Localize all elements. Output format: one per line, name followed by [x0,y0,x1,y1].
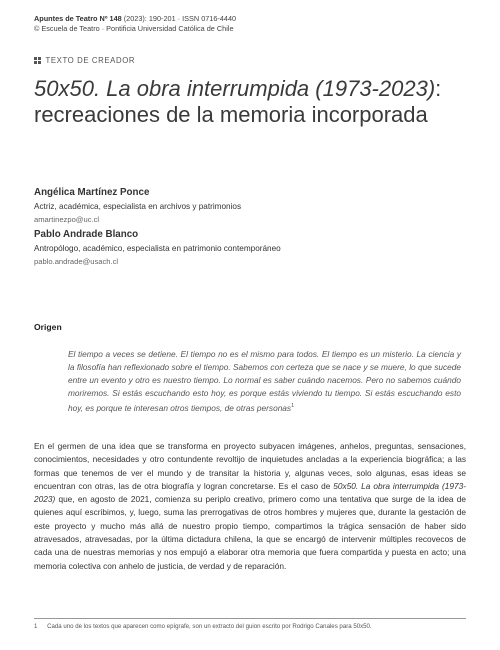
body-paragraph [34,440,466,573]
author-name: Pablo Andrade Blanco [34,229,139,240]
journal-header [34,14,236,33]
dots-grid-icon [34,57,41,64]
author-role: Antropólogo, académico, especialista en patrimonio contemporáneo [34,244,281,253]
author-email[interactable]: amartinezpo@uc.cl [34,215,100,224]
section-label: TEXTO DE CREADOR [45,56,136,65]
author-block [34,229,281,267]
title-rest: : recreaciones de la memoria incorporada [34,76,442,127]
section-tag [34,56,135,65]
body-text-italic: 50x50. La obra interrumpida (1973-2023) [34,480,466,505]
footnote-divider [34,618,466,619]
footnote [34,623,372,630]
section-heading: Origen [34,322,62,332]
epigraph-text: El tiempo a veces se detiene. El tiempo no es el mismo para todos. El tiempo es un misterio. La ciencia y la filosofía han reflexionado sobre el tiempo. Sabemos con certeza que se nace y se muere, lo que sucede entre un evento y otro es nuestro tiempo. Lo normal es saber cuándo nacemos. Pero no sabemos cuándo moriremos. Si estás escuchando esto hoy, es porque estás viviendo tu tiempo. Si estás escuchando esto hoy, es porque te interesan otros tiempos, de otras personas [68,349,461,414]
epigraph [68,348,461,415]
author-name: Angélica Martínez Ponce [34,187,150,198]
journal-copyright: © Escuela de Teatro · Pontificia Universidad Católica de Chile [34,23,234,33]
journal-name: Apuntes de Teatro Nº 148 [34,14,122,23]
body-text-part2: que, en agosto de 2021, comienza su periplo creativo, primero como una tentativa que surge de la idea de quienes aquí escribimos, y, luego, suma las prerrogativas de otros hombres y mujeres que, durante la gestación de este proyecto y mucho más allá de nuestro propio tiempo, compartimos la trágica sensación de haber sido atravesados, atravesadas, por la última dictadura chilena, la que se encargó de intervenir múltiples recovecos de cada una de nuestras memorias y nos empujó a elaborar otra memoria que fuera compartida y puesta en acto; una memoria colectiva con anhelo de justicia, de verdad y de reparación. [34,494,466,571]
article-title [34,76,474,128]
author-role: Actriz, académica, especialista en archivos y patrimonios [34,202,242,211]
title-italic: 50x50. La obra interrumpida (1973-2023) [34,76,436,101]
footnote-text: Cada uno de los textos que aparecen como epígrafe, son un extracto del guion escrito por Rodrigo Canales para 50x50. [47,623,372,630]
journal-issue: (2023): 190-201 · ISSN 0716-4440 [123,14,237,23]
body-text-part1: En el germen de una idea que se transforma en proyecto subyacen imágenes, anhelos, preguntas, sensaciones, conocimientos, necesidades y otro contundente revoltijo de inquietudes ancladas a la experiencia biográfica; a las formas que tenemos de ver el mundo y de transitar la historia y, algunas veces, solo algunas, esas ideas se encuentran con otras, las de otra biografía y logran concretarse. Es el caso de [34,441,466,491]
footnote-ref[interactable]: 1 [291,403,295,410]
footnote-number: 1 [34,623,38,630]
author-email[interactable]: pablo.andrade@usach.cl [34,257,119,266]
author-block [34,187,241,225]
